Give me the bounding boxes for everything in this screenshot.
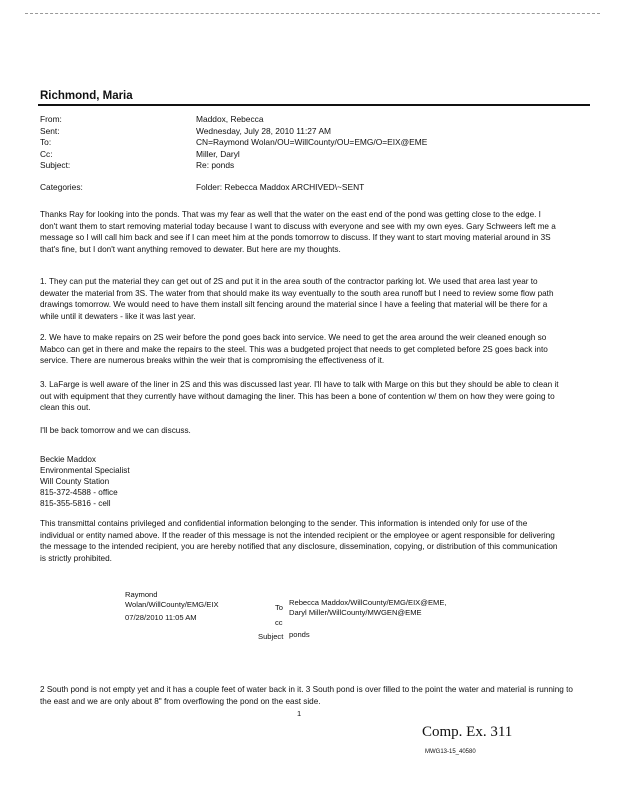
signature-name: Beckie Maddox <box>40 455 96 464</box>
exhibit-stamp: Comp. Ex. 311 <box>422 724 513 740</box>
forwarded-subject-value: ponds <box>289 630 310 639</box>
scan-dotted-line <box>25 13 600 14</box>
field-label: Subject: <box>40 160 71 170</box>
signature-title: Environmental Specialist <box>40 466 130 475</box>
confidentiality-disclaimer: This transmittal contains privileged and confidential information belonging to the sender. This information is intended only for use of the individual or entity named above. If the reader of this message is not the intended recipient or the employee or agent responsible for delivering the message to the intended recipient, you are hereby notified that any disclosure, dissemination, copying, or distribution of this communication is strictly prohibited. <box>40 519 558 563</box>
body-paragraph: Thanks Ray for looking into the ponds. That was my fear as well that the water on the east end of the pond was getting close to the edge. I don't want them to start removing material today because I want to discuss with everyone and see with my own eyes. Gary Schweers left me a message so I will call him back and see if I can meet him at the ponds tomorrow to discuss. If they want to start moving material around in 3S that's fine, but I don't want anything removed to dewater. But here are my thoughts. <box>40 210 556 254</box>
signature-cell-phone: 815-355-5816 - cell <box>40 499 111 508</box>
field-label: Sent: <box>40 125 60 136</box>
forwarded-to-value: Rebecca Maddox/WillCounty/EMG/EIX@EME, Daryl Miller/WillCounty/MWGEN@EME <box>289 598 447 617</box>
field-label: Cc: <box>40 148 53 159</box>
sent-date: 07/28/2010 11:05 AM <box>125 613 197 622</box>
body-paragraph: 3. LaFarge is well aware of the liner in 2S and this was discussed last year. I'll have to talk with Marge on this but they should be able to clean it out with equipment that they currently have without damaging the liner. This has been a bone of contention w/ them on how they were going to clean this out. <box>40 380 559 413</box>
forwarded-subject-label: Subject <box>258 632 284 641</box>
field-label: Categories: <box>40 182 83 192</box>
field-value: Miller, Daryl <box>196 148 240 159</box>
bates-number: MWG13-15_40580 <box>425 749 476 755</box>
field-value: Wednesday, July 28, 2010 11:27 AM <box>196 125 332 136</box>
sender-address: Wolan/WillCounty/EMG/EIX <box>125 599 219 609</box>
body-paragraph: 2. We have to make repairs on 2S weir before the pond goes back into service. We need to get the area around the weir cleaned enough so Mabco can get in there and make the repairs to the steel. This was a budgeted project that needs to get completed before 2S goes back into service. There are numerous breaks within the weir that is compromising the effectiveness of it. <box>40 333 548 366</box>
body-paragraph: 1. They can put the material they can get out of 2S and put it in the area south of the contractor parking lot. We used that area last year to dewater the material from 3S. The water from that should make its way eventually to the south area runoff but I need to review some flow path drawings tomorrow. We would need to have them install silt fencing around the material since I have a feeling that material will be there for a while until it dewaters - like it was last year. <box>40 277 554 321</box>
signature-location: Will County Station <box>40 477 110 486</box>
page-number: 1 <box>297 709 302 718</box>
forwarded-body: 2 South pond is not empty yet and it has a couple feet of water back in it. 3 South pond is over filled to the point the water and material is running to the east and we are only about 8" from overflowing the pond on the east side. <box>40 685 573 706</box>
field-value: Re: ponds <box>196 160 235 170</box>
field-label: From: <box>40 114 62 124</box>
signature-office-phone: 815-372-4588 - office <box>40 488 118 497</box>
page-title: Richmond, Maria <box>40 90 133 102</box>
title-divider <box>38 104 590 106</box>
field-label: To: <box>40 137 52 147</box>
signature <box>40 454 130 509</box>
forwarded-to-label: To <box>275 603 284 612</box>
field-value: Folder: Rebecca Maddox ARCHIVED\~SENT <box>196 182 365 192</box>
forwarded-sender <box>125 590 219 623</box>
sender-name: Raymond <box>125 590 158 599</box>
field-value: CN=Raymond Wolan/OU=WillCounty/OU=EMG/O=EIX@EME <box>196 137 428 147</box>
body-paragraph: I'll be back tomorrow and we can discuss. <box>40 426 191 435</box>
forwarded-cc-label: cc <box>275 618 283 627</box>
field-value: Maddox, Rebecca <box>196 114 264 124</box>
